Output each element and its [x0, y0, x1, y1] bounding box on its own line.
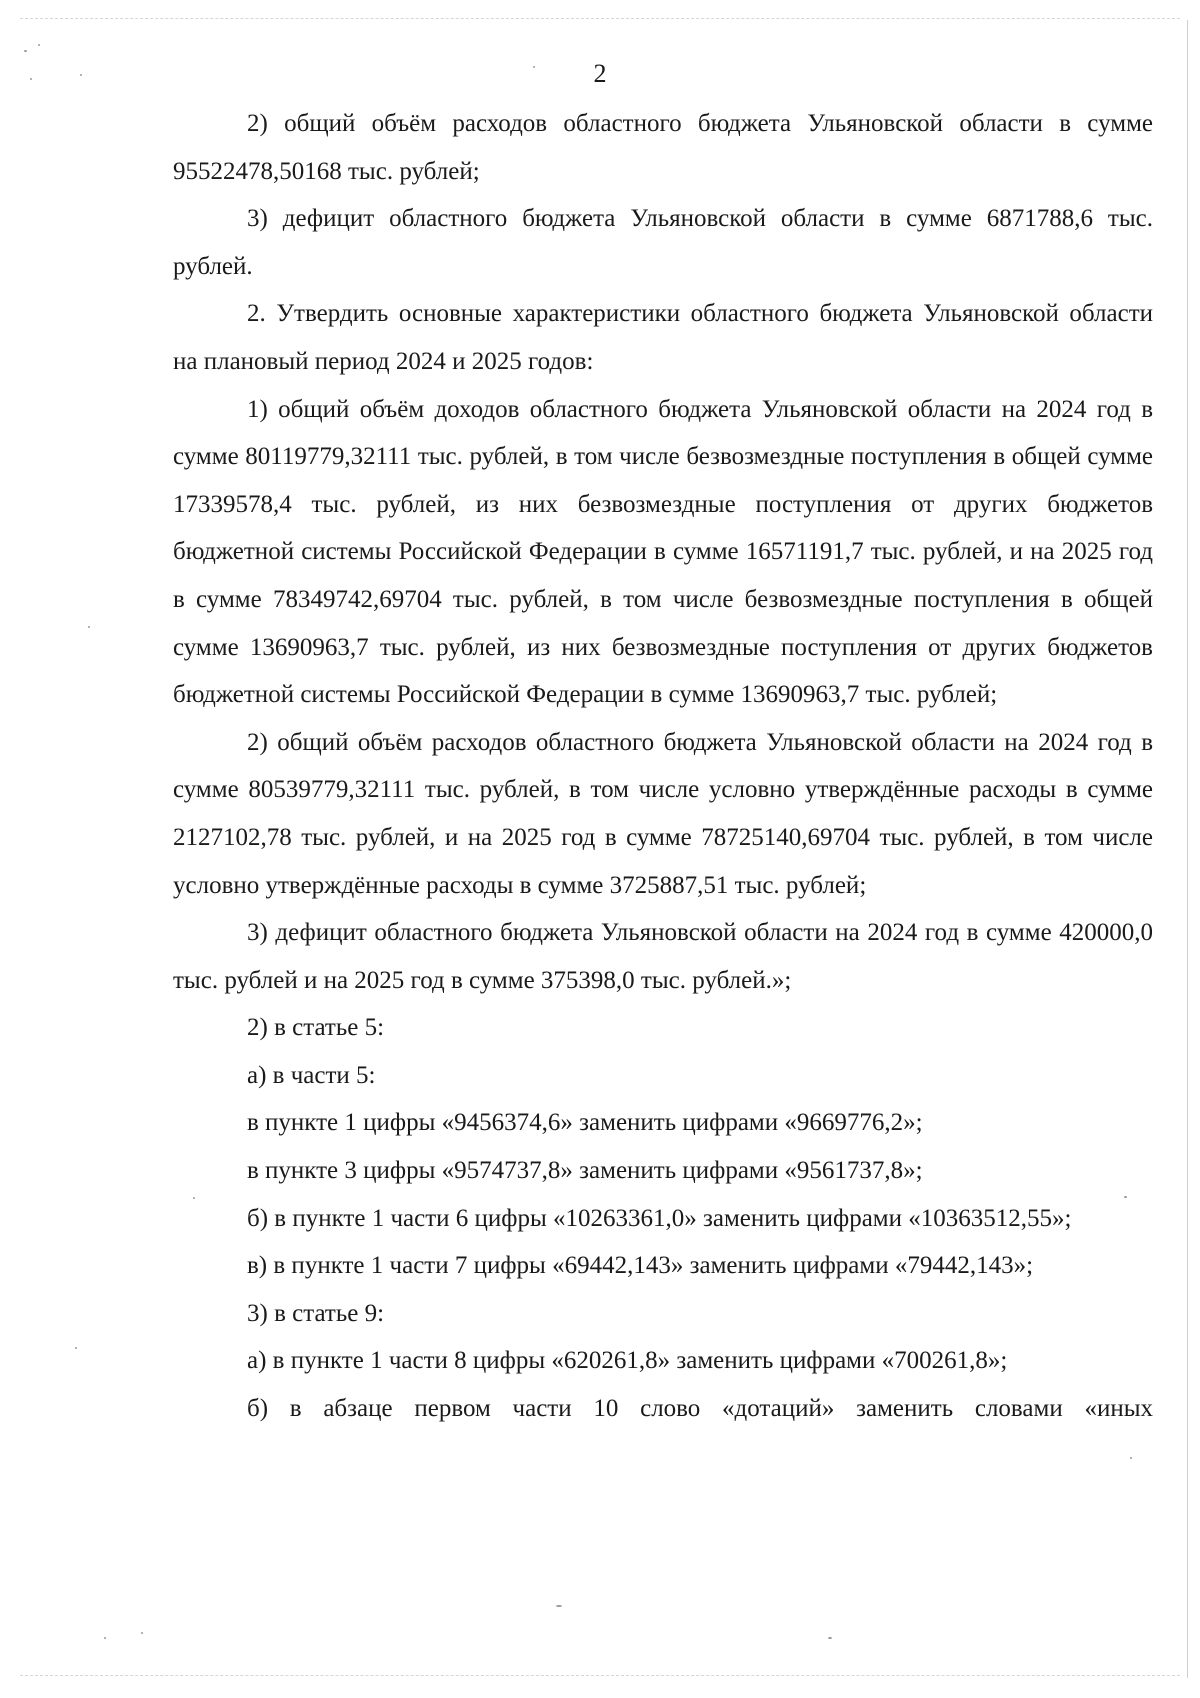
- scan-speck: [828, 1637, 832, 1639]
- scan-speck: [38, 44, 40, 46]
- document-body: [173, 100, 1153, 1433]
- paragraph-14: а) в пункте 1 части 8 цифры «620261,8» заменить цифрами «700261,8»;: [247, 1347, 1008, 1375]
- scan-edge-top: [20, 18, 1180, 19]
- scan-speck: [24, 50, 27, 52]
- paragraph-8: а) в части 5:: [247, 1061, 376, 1089]
- paragraph-4: 1) общий объём доходов областного бюджета Ульяновской области на 2024 год в сумме 80119779,32111 тыс. рублей, в том числе безвозмездные поступления в общей сумме 17339578,4 тыс. рублей, из них безвозмездные поступления от других бюджетов бюджетной системы Российской Федерации в сумме 16571191,7 тыс. рублей, и на 2025 год в сумме 78349742,69704 тыс. рублей, в том числе безвозмездные поступления в общей сумме 13690963,7 тыс. рублей, из них безвозмездные поступления от других бюджетов бюджетной системы Российской Федерации в сумме 13690963,7 тыс. рублей;: [173, 395, 1153, 709]
- paragraph-7: 2) в статье 5:: [247, 1014, 385, 1042]
- scan-speck: [104, 1637, 106, 1639]
- paragraph-3: 2. Утвердить основные характеристики областного бюджета Ульяновской области на плановый период 2024 и 2025 годов:: [173, 300, 1153, 375]
- scan-speck: [1130, 1457, 1132, 1459]
- paragraph-5: 2) общий объём расходов областного бюджета Ульяновской области на 2024 год в сумме 80539779,32111 тыс. рублей, в том числе условно утверждённые расходы в сумме 2127102,78 тыс. рублей, и на 2025 год в сумме 78725140,69704 тыс. рублей, в том числе условно утверждённые расходы в сумме 3725887,51 тыс. рублей;: [173, 728, 1153, 899]
- paragraph-11: б) в пункте 1 части 6 цифры «10263361,0» заменить цифрами «10363512,55»;: [247, 1204, 1072, 1232]
- paragraph-2: 3) дефицит областного бюджета Ульяновской области в сумме 6871788,6 тыс. рублей.: [173, 205, 1153, 280]
- scan-speck: [75, 1347, 77, 1349]
- scan-edge-right: [1187, 20, 1188, 1678]
- paragraph-13: 3) в статье 9:: [247, 1299, 385, 1327]
- paragraph-15: б) в абзаце первом части 10 слово «дотаций» заменить словами «иных: [247, 1395, 1153, 1423]
- paragraph-10: в пункте 3 цифры «9574737,8» заменить цифрами «9561737,8»;: [247, 1157, 923, 1185]
- scan-edge-bottom: [20, 1675, 1180, 1676]
- scan-speck: [141, 1632, 143, 1634]
- page-number: 2: [593, 59, 607, 88]
- paragraph-12: в) в пункте 1 части 7 цифры «69442,143» заменить цифрами «79442,143»;: [247, 1252, 1034, 1280]
- paragraph-6: 3) дефицит областного бюджета Ульяновской области на 2024 год в сумме 420000,0 тыс. рублей и на 2025 год в сумме 375398,0 тыс. рублей.»;: [173, 919, 1153, 994]
- scan-speck: [88, 626, 90, 628]
- paragraph-9: в пункте 1 цифры «9456374,6» заменить цифрами «9669776,2»;: [247, 1109, 923, 1137]
- paragraph-1: 2) общий объём расходов областного бюджета Ульяновской области в сумме 95522478,50168 тыс. рублей;: [173, 110, 1153, 185]
- scan-speck: [556, 1605, 562, 1607]
